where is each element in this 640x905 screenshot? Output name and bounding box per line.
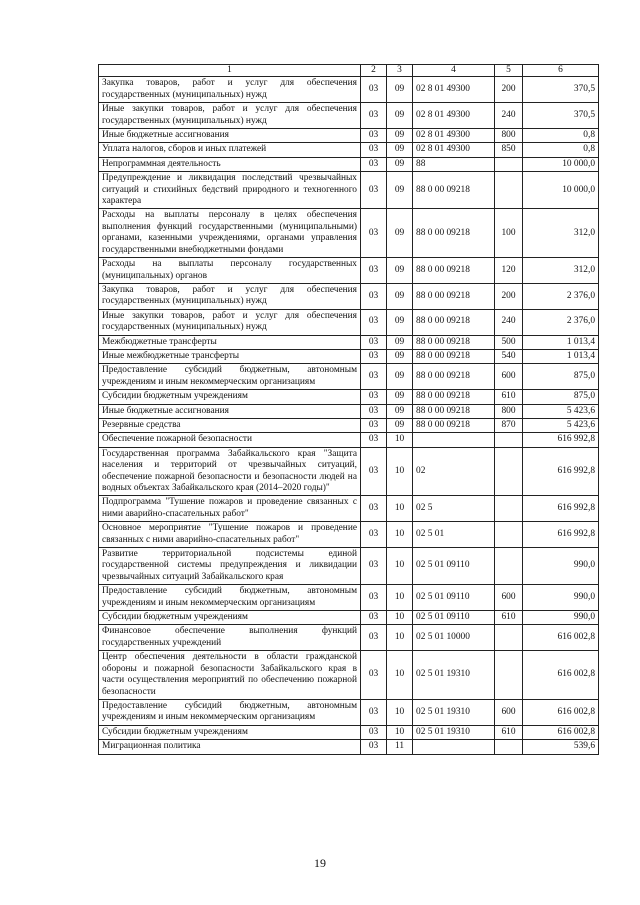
row-name: Предоставление субсидий бюджетным, автономным учреждениям и иным некоммерческим организациям <box>99 699 361 725</box>
table-row <box>99 433 599 447</box>
row-amount: 1 013,4 <box>523 349 599 363</box>
row-subsection: 10 <box>387 496 413 522</box>
table-row <box>99 725 599 739</box>
table-row <box>99 143 599 157</box>
row-expense-type <box>495 522 523 548</box>
row-expense-type <box>495 433 523 447</box>
row-section: 03 <box>361 418 387 432</box>
row-name: Расходы на выплаты персоналу в целях обеспечения выполнения функций государственными (муниципальными) органами, казенными учреждениями, органами управления государственными внебюджетными фондами <box>99 209 361 258</box>
row-name: Основное мероприятие "Тушение пожаров и проведение связанных с ними аварийно-спасательных работ" <box>99 522 361 548</box>
row-expense-type: 100 <box>495 209 523 258</box>
table-row <box>99 157 599 171</box>
row-subsection: 09 <box>387 390 413 404</box>
row-section: 03 <box>361 209 387 258</box>
row-amount: 616 002,8 <box>523 651 599 700</box>
row-section: 03 <box>361 283 387 309</box>
row-subsection: 10 <box>387 625 413 651</box>
row-name: Иные закупки товаров, работ и услуг для обеспечения государственных (муниципальных) нужд <box>99 309 361 335</box>
row-amount: 616 002,8 <box>523 625 599 651</box>
row-name: Уплата налогов, сборов и иных платежей <box>99 143 361 157</box>
table-row <box>99 172 599 209</box>
row-target-article <box>413 433 495 447</box>
row-subsection: 10 <box>387 725 413 739</box>
row-subsection: 09 <box>387 143 413 157</box>
row-amount: 10 000,0 <box>523 172 599 209</box>
row-amount: 990,0 <box>523 611 599 625</box>
row-subsection: 09 <box>387 364 413 390</box>
row-expense-type: 870 <box>495 418 523 432</box>
row-section: 03 <box>361 129 387 143</box>
row-amount: 5 423,6 <box>523 404 599 418</box>
row-target-article: 02 5 01 09110 <box>413 585 495 611</box>
table-row <box>99 548 599 585</box>
row-name: Миграционная политика <box>99 740 361 754</box>
row-section: 03 <box>361 433 387 447</box>
row-expense-type: 200 <box>495 283 523 309</box>
table-row <box>99 611 599 625</box>
row-name: Закупка товаров, работ и услуг для обеспечения государственных (муниципальных) нужд <box>99 283 361 309</box>
row-subsection: 10 <box>387 611 413 625</box>
row-subsection: 10 <box>387 651 413 700</box>
row-target-article: 88 0 00 09218 <box>413 335 495 349</box>
row-amount: 0,8 <box>523 143 599 157</box>
row-amount: 5 423,6 <box>523 418 599 432</box>
row-subsection: 09 <box>387 209 413 258</box>
row-amount: 312,0 <box>523 258 599 284</box>
row-target-article: 02 5 01 10000 <box>413 625 495 651</box>
header-col-5: 5 <box>495 65 523 77</box>
row-section: 03 <box>361 309 387 335</box>
row-amount: 370,5 <box>523 103 599 129</box>
row-name: Развитие территориальной подсистемы единой государственной системы предупреждения и ликвидации чрезвычайных ситуаций Забайкальского края <box>99 548 361 585</box>
row-amount: 539,6 <box>523 740 599 754</box>
row-name: Подпрограмма "Тушение пожаров и проведение связанных с ними аварийно-спасательных работ" <box>99 496 361 522</box>
row-subsection: 09 <box>387 77 413 103</box>
row-subsection: 09 <box>387 309 413 335</box>
row-expense-type <box>495 496 523 522</box>
row-subsection: 10 <box>387 433 413 447</box>
row-expense-type: 600 <box>495 364 523 390</box>
row-target-article: 02 5 01 09110 <box>413 548 495 585</box>
row-name: Субсидии бюджетным учреждениям <box>99 611 361 625</box>
row-expense-type: 610 <box>495 611 523 625</box>
table-row <box>99 740 599 754</box>
row-expense-type <box>495 447 523 496</box>
table-row <box>99 77 599 103</box>
row-name: Предоставление субсидий бюджетным, автономным учреждениям и иным некоммерческим организациям <box>99 585 361 611</box>
row-target-article: 02 5 01 19310 <box>413 651 495 700</box>
row-name: Субсидии бюджетным учреждениям <box>99 390 361 404</box>
row-section: 03 <box>361 625 387 651</box>
table-row <box>99 349 599 363</box>
row-amount: 312,0 <box>523 209 599 258</box>
row-target-article: 88 0 00 09218 <box>413 349 495 363</box>
row-section: 03 <box>361 390 387 404</box>
table-row <box>99 447 599 496</box>
header-col-3: 3 <box>387 65 413 77</box>
row-expense-type <box>495 651 523 700</box>
row-amount: 10 000,0 <box>523 157 599 171</box>
row-target-article: 02 8 01 49300 <box>413 143 495 157</box>
row-target-article: 02 5 01 19310 <box>413 699 495 725</box>
table-row <box>99 522 599 548</box>
row-name: Предупреждение и ликвидация последствий чрезвычайных ситуаций и стихийных бедствий природного и техногенного характера <box>99 172 361 209</box>
row-name: Иные межбюджетные трансферты <box>99 349 361 363</box>
row-expense-type: 800 <box>495 404 523 418</box>
row-target-article: 02 5 <box>413 496 495 522</box>
row-expense-type: 850 <box>495 143 523 157</box>
row-amount: 990,0 <box>523 585 599 611</box>
row-target-article: 02 <box>413 447 495 496</box>
row-section: 03 <box>361 447 387 496</box>
row-expense-type <box>495 157 523 171</box>
row-amount: 1 013,4 <box>523 335 599 349</box>
row-target-article: 88 0 00 09218 <box>413 309 495 335</box>
row-section: 03 <box>361 103 387 129</box>
row-target-article: 02 8 01 49300 <box>413 103 495 129</box>
row-section: 03 <box>361 699 387 725</box>
table-row <box>99 129 599 143</box>
row-amount: 616 992,8 <box>523 447 599 496</box>
row-target-article: 88 0 00 09218 <box>413 258 495 284</box>
row-subsection: 09 <box>387 335 413 349</box>
row-subsection: 10 <box>387 699 413 725</box>
row-section: 03 <box>361 143 387 157</box>
row-name: Расходы на выплаты персоналу государственных (муниципальных) органов <box>99 258 361 284</box>
row-subsection: 09 <box>387 404 413 418</box>
row-target-article: 02 5 01 19310 <box>413 725 495 739</box>
row-subsection: 09 <box>387 283 413 309</box>
row-target-article: 88 0 00 09218 <box>413 418 495 432</box>
row-amount: 616 992,8 <box>523 433 599 447</box>
row-name: Государственная программа Забайкальского края "Защита населения и территорий от чрезвычайных ситуаций, обеспечение пожарной безопасности и безопасности людей на водных объектах Забайкальского края (2014–2020 годы)" <box>99 447 361 496</box>
row-amount: 616 002,8 <box>523 725 599 739</box>
row-target-article: 88 <box>413 157 495 171</box>
table-row <box>99 209 599 258</box>
row-target-article <box>413 740 495 754</box>
row-section: 03 <box>361 585 387 611</box>
row-subsection: 09 <box>387 172 413 209</box>
row-subsection: 09 <box>387 418 413 432</box>
row-name: Обеспечение пожарной безопасности <box>99 433 361 447</box>
row-name: Непрограммная деятельность <box>99 157 361 171</box>
row-section: 03 <box>361 725 387 739</box>
table-row <box>99 699 599 725</box>
row-expense-type: 600 <box>495 585 523 611</box>
row-amount: 616 992,8 <box>523 522 599 548</box>
row-name: Межбюджетные трансферты <box>99 335 361 349</box>
row-section: 03 <box>361 77 387 103</box>
row-section: 03 <box>361 157 387 171</box>
table-row <box>99 418 599 432</box>
row-name: Закупка товаров, работ и услуг для обеспечения государственных (муниципальных) нужд <box>99 77 361 103</box>
row-name: Предоставление субсидий бюджетным, автономным учреждениям и иным некоммерческим организациям <box>99 364 361 390</box>
row-amount: 370,5 <box>523 77 599 103</box>
header-col-6: 6 <box>523 65 599 77</box>
row-section: 03 <box>361 404 387 418</box>
header-col-2: 2 <box>361 65 387 77</box>
row-target-article: 02 8 01 49300 <box>413 129 495 143</box>
row-expense-type: 540 <box>495 349 523 363</box>
row-amount: 990,0 <box>523 548 599 585</box>
row-expense-type <box>495 625 523 651</box>
row-target-article: 88 0 00 09218 <box>413 283 495 309</box>
table-row <box>99 404 599 418</box>
page-number: 19 <box>314 856 326 870</box>
row-name: Центр обеспечения деятельности в области гражданской обороны и пожарной безопасности Забайкальского края в части осуществления мероприятий по обеспечению пожарной безопасности <box>99 651 361 700</box>
row-amount: 875,0 <box>523 390 599 404</box>
row-section: 03 <box>361 651 387 700</box>
row-expense-type: 800 <box>495 129 523 143</box>
table-row <box>99 364 599 390</box>
table-row <box>99 496 599 522</box>
row-expense-type <box>495 740 523 754</box>
row-expense-type: 120 <box>495 258 523 284</box>
table-row <box>99 309 599 335</box>
row-section: 03 <box>361 258 387 284</box>
row-amount: 875,0 <box>523 364 599 390</box>
header-col-4: 4 <box>413 65 495 77</box>
row-section: 03 <box>361 335 387 349</box>
table-body <box>99 77 599 754</box>
row-section: 03 <box>361 364 387 390</box>
row-target-article: 88 0 00 09218 <box>413 209 495 258</box>
row-expense-type: 240 <box>495 309 523 335</box>
row-subsection: 10 <box>387 585 413 611</box>
row-subsection: 11 <box>387 740 413 754</box>
row-amount: 2 376,0 <box>523 283 599 309</box>
row-section: 03 <box>361 496 387 522</box>
row-section: 03 <box>361 522 387 548</box>
row-amount: 2 376,0 <box>523 309 599 335</box>
row-expense-type: 600 <box>495 699 523 725</box>
row-amount: 0,8 <box>523 129 599 143</box>
row-name: Субсидии бюджетным учреждениям <box>99 725 361 739</box>
row-target-article: 88 0 00 09218 <box>413 172 495 209</box>
row-subsection: 10 <box>387 548 413 585</box>
table-row <box>99 335 599 349</box>
row-expense-type: 500 <box>495 335 523 349</box>
row-expense-type: 240 <box>495 103 523 129</box>
row-name: Иные бюджетные ассигнования <box>99 404 361 418</box>
row-subsection: 09 <box>387 129 413 143</box>
row-section: 03 <box>361 740 387 754</box>
row-expense-type: 610 <box>495 390 523 404</box>
row-target-article: 02 5 01 <box>413 522 495 548</box>
row-amount: 616 992,8 <box>523 496 599 522</box>
table-header-row <box>99 65 599 77</box>
row-target-article: 02 5 01 09110 <box>413 611 495 625</box>
table-row <box>99 390 599 404</box>
header-col-1: 1 <box>99 65 361 77</box>
row-target-article: 88 0 00 09218 <box>413 390 495 404</box>
row-subsection: 09 <box>387 157 413 171</box>
row-target-article: 88 0 00 09218 <box>413 404 495 418</box>
row-section: 03 <box>361 349 387 363</box>
row-expense-type <box>495 172 523 209</box>
row-target-article: 88 0 00 09218 <box>413 364 495 390</box>
row-name: Резервные средства <box>99 418 361 432</box>
row-subsection: 09 <box>387 103 413 129</box>
row-target-article: 02 8 01 49300 <box>413 77 495 103</box>
row-section: 03 <box>361 548 387 585</box>
table-row <box>99 103 599 129</box>
row-name: Иные бюджетные ассигнования <box>99 129 361 143</box>
table-row <box>99 283 599 309</box>
row-expense-type <box>495 548 523 585</box>
row-section: 03 <box>361 172 387 209</box>
row-subsection: 10 <box>387 522 413 548</box>
row-subsection: 10 <box>387 447 413 496</box>
row-name: Иные закупки товаров, работ и услуг для обеспечения государственных (муниципальных) нужд <box>99 103 361 129</box>
table-row <box>99 585 599 611</box>
row-amount: 616 002,8 <box>523 699 599 725</box>
row-subsection: 09 <box>387 258 413 284</box>
table-row <box>99 258 599 284</box>
table-row <box>99 625 599 651</box>
row-name: Финансовое обеспечение выполнения функций государственных учреждений <box>99 625 361 651</box>
budget-table <box>98 64 599 755</box>
row-expense-type: 610 <box>495 725 523 739</box>
row-expense-type: 200 <box>495 77 523 103</box>
table-row <box>99 651 599 700</box>
row-subsection: 09 <box>387 349 413 363</box>
row-section: 03 <box>361 611 387 625</box>
